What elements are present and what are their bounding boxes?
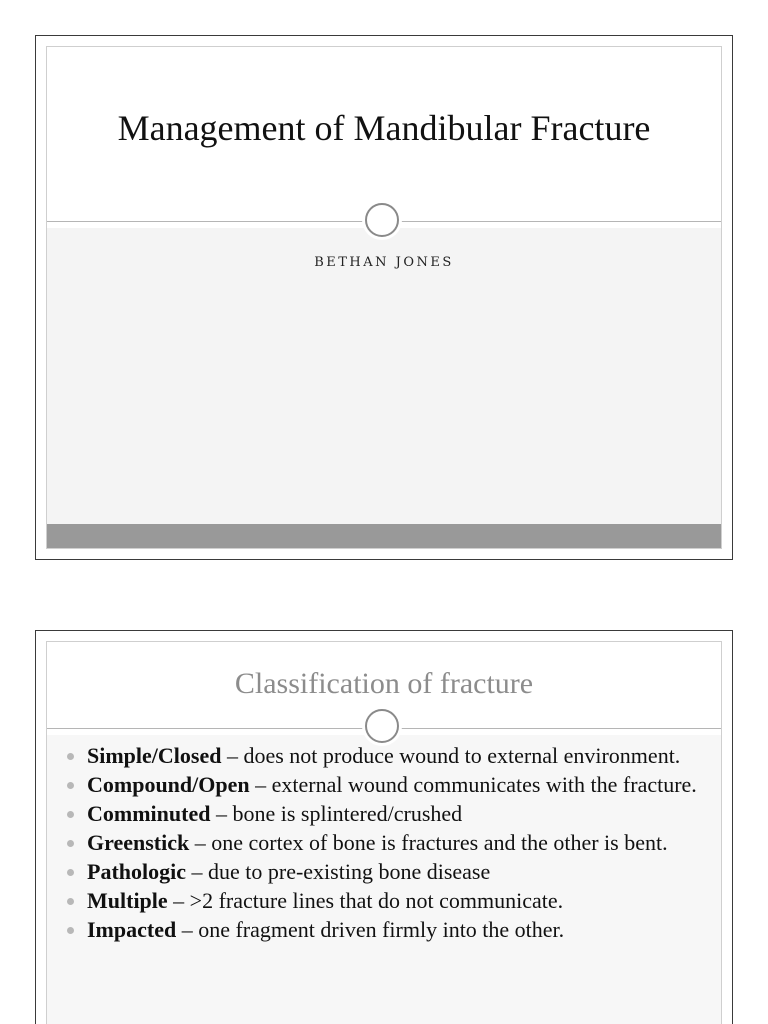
fracture-classification-list [65, 745, 699, 948]
item-description: – does not produce wound to external environment. [221, 743, 681, 768]
slide-title: Classification of fracture [234, 667, 534, 700]
item-term: Pathologic [87, 859, 186, 884]
author-name: BETHAN JONES [314, 255, 454, 270]
item-description: – one fragment driven firmly into the other. [176, 917, 565, 942]
list-item [65, 832, 699, 854]
divider-circle-icon [365, 709, 399, 743]
item-term: Impacted [87, 917, 177, 942]
item-term: Comminuted [87, 801, 211, 826]
bullet-icon [67, 869, 74, 876]
item-description: – one cortex of bone is fractures and the other is bent. [189, 830, 668, 855]
bullet-icon [67, 811, 74, 818]
presentation-title: Management of Mandibular Fracture [117, 108, 651, 148]
bullet-icon [67, 782, 74, 789]
bullet-icon [67, 840, 74, 847]
classification-slide-frame [46, 641, 722, 1024]
classification-slide [35, 630, 733, 1024]
bullet-icon [67, 927, 74, 934]
item-term: Simple/Closed [87, 743, 222, 768]
title-slide-body [47, 228, 721, 548]
slide-footer-bar [47, 524, 721, 548]
item-description: – due to pre-existing bone disease [186, 859, 491, 884]
list-item [65, 861, 699, 883]
item-term: Multiple [87, 888, 168, 913]
list-item [65, 803, 699, 825]
title-slide-frame [46, 46, 722, 549]
bullet-icon [67, 898, 74, 905]
list-item [65, 890, 699, 912]
item-term: Compound/Open [87, 772, 250, 797]
item-description: – external wound communicates with the fracture. [249, 772, 697, 797]
item-term: Greenstick [87, 830, 190, 855]
list-item [65, 774, 699, 796]
item-description: – >2 fracture lines that do not communicate. [167, 888, 564, 913]
bullet-icon [67, 753, 74, 760]
list-item [65, 745, 699, 767]
title-slide [35, 35, 733, 560]
list-item [65, 919, 699, 941]
divider-circle-icon [365, 203, 399, 237]
item-description: – bone is splintered/crushed [210, 801, 463, 826]
